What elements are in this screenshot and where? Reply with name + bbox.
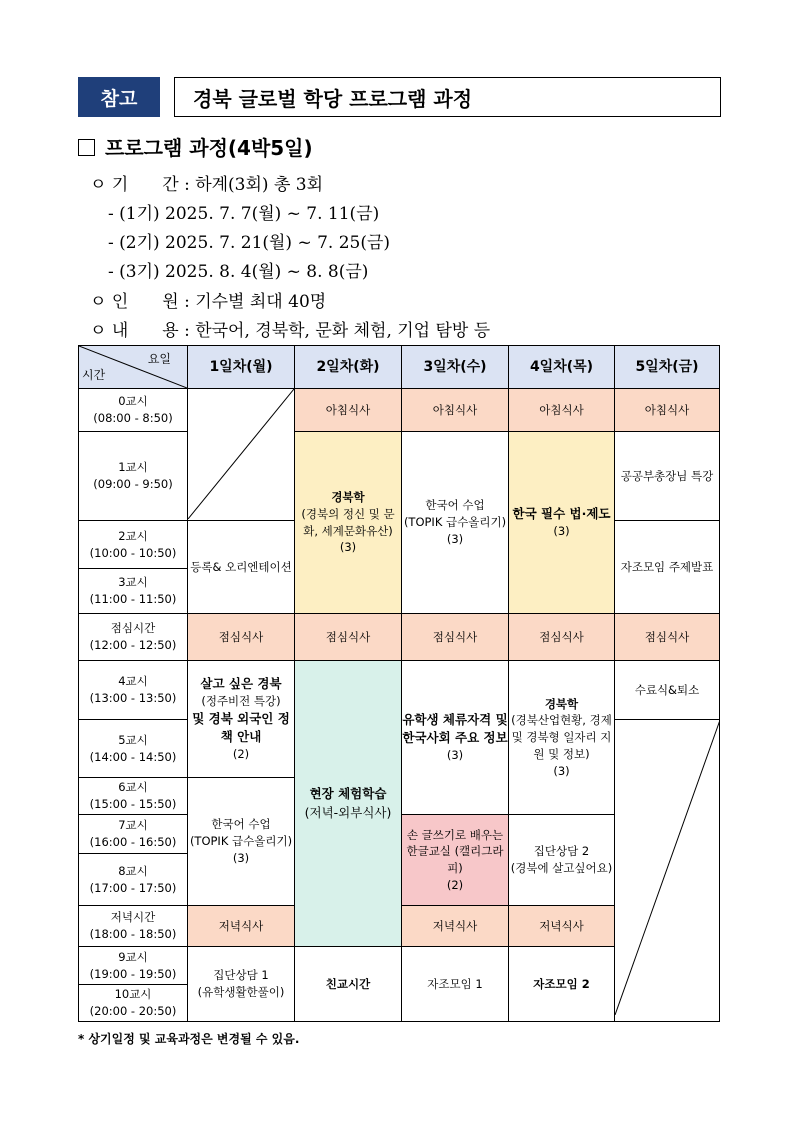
period-cell: 9교시 (19:00 - 19:50) bbox=[79, 947, 188, 985]
period-cell: 2교시 (10:00 - 10:50) bbox=[79, 521, 188, 569]
section-title: 프로그램 과정(4박5일) bbox=[105, 136, 313, 160]
info-session-2: - (2기) 2025. 7. 21(월) ~ 7. 25(금) bbox=[108, 233, 391, 253]
presentation-cell: 자조모임 주제발표 bbox=[615, 521, 720, 614]
corner-time-label: 시간 bbox=[82, 367, 106, 382]
lunch-cell: 점심식사 bbox=[509, 614, 615, 661]
group-counsel-2-cell: 집단상담 2 (경북에 살고싶어요) bbox=[509, 815, 615, 906]
lunch-cell: 점심식사 bbox=[402, 614, 509, 661]
visa-info-cell: 유학생 체류자격 및 한국사회 주요 정보 (3) bbox=[402, 661, 509, 815]
dinner-cell: 저녁식사 bbox=[188, 906, 295, 947]
info-session-3: - (3기) 2025. 8. 4(월) ~ 8. 8(금) bbox=[108, 262, 369, 282]
calligraphy-cell: 손 글쓰기로 배우는 한글교실 (캘리그라피) (2) bbox=[402, 815, 509, 906]
reference-badge: 참고 bbox=[78, 77, 160, 117]
period-cell: 8교시 (17:00 - 17:50) bbox=[79, 854, 188, 906]
period-cell: 점심시간 (12:00 - 12:50) bbox=[79, 614, 188, 661]
group-counsel-1-cell: 집단상담 1 (유학생활한풀이) bbox=[188, 947, 295, 1022]
breakfast-cell: 아침식사 bbox=[295, 389, 402, 432]
social-time-cell: 친교시간 bbox=[295, 947, 402, 1022]
korean-class-cell: 한국어 수업 (TOPIK 급수올리기) (3) bbox=[402, 432, 509, 614]
empty-slot-diagonal bbox=[188, 389, 294, 519]
schedule-table bbox=[78, 345, 720, 1022]
info-personnel: ㅇ 인 원 : 기수별 최대 40명 bbox=[90, 292, 327, 312]
period-cell: 5교시 (14:00 - 14:50) bbox=[79, 720, 188, 778]
info-session-1: - (1기) 2025. 7. 7(월) ~ 7. 11(금) bbox=[108, 204, 380, 224]
dinner-cell: 저녁식사 bbox=[402, 906, 509, 947]
checkbox-square-icon bbox=[78, 139, 95, 156]
lecture-cell: 공공부총장님 특강 bbox=[615, 432, 720, 521]
empty-slot-cell bbox=[615, 720, 720, 1022]
field-trip-cell: 현장 체험학습 (저녁-외부식사) bbox=[295, 661, 402, 947]
day-header-5: 5일차(금) bbox=[615, 346, 720, 389]
lunch-cell: 점심식사 bbox=[188, 614, 295, 661]
period-cell: 7교시 (16:00 - 16:50) bbox=[79, 815, 188, 854]
day-header-4: 4일차(목) bbox=[509, 346, 615, 389]
korean-law-cell: 한국 필수 법·제도 (3) bbox=[509, 432, 615, 614]
self-help-2-cell: 자조모임 2 bbox=[509, 947, 615, 1022]
corner-day-label: 요일 bbox=[147, 352, 171, 366]
period-cell: 4교시 (13:00 - 13:50) bbox=[79, 661, 188, 720]
breakfast-cell: 아침식사 bbox=[615, 389, 720, 432]
gyeongbuk-policy-cell: 살고 싶은 경북 (정주비전 특강) 및 경북 외국인 정책 안내 (2) bbox=[188, 661, 295, 778]
info-content: ㅇ 내 용 : 한국어, 경북학, 문화 체험, 기업 탐방 등 bbox=[90, 321, 491, 341]
dinner-cell: 저녁식사 bbox=[509, 906, 615, 947]
empty-slot-cell bbox=[188, 389, 295, 521]
breakfast-cell: 아침식사 bbox=[509, 389, 615, 432]
day-header-2: 2일차(화) bbox=[295, 346, 402, 389]
gyeongbuk-industry-cell: 경북학 (경북산업현황, 경제 및 경북형 일자리 지원 및 정보) (3) bbox=[509, 661, 615, 815]
day-header-3: 3일차(수) bbox=[402, 346, 509, 389]
section-heading bbox=[78, 132, 313, 161]
graduation-cell: 수료식&퇴소 bbox=[615, 661, 720, 720]
info-period: ㅇ 기 간 : 하계(3회) 총 3회 bbox=[90, 175, 324, 195]
lunch-cell: 점심식사 bbox=[295, 614, 402, 661]
empty-slot-diagonal bbox=[615, 720, 720, 1015]
lunch-cell: 점심식사 bbox=[615, 614, 720, 661]
day-header-1: 1일차(월) bbox=[188, 346, 295, 389]
period-cell: 1교시 (09:00 - 9:50) bbox=[79, 432, 188, 521]
orientation-cell: 등록& 오리엔테이션 bbox=[188, 521, 295, 614]
breakfast-cell: 아침식사 bbox=[402, 389, 509, 432]
period-cell: 3교시 (11:00 - 11:50) bbox=[79, 569, 188, 614]
corner-header-cell bbox=[79, 346, 188, 389]
period-cell: 6교시 (15:00 - 15:50) bbox=[79, 778, 188, 815]
period-cell: 10교시 (20:00 - 20:50) bbox=[79, 985, 188, 1022]
gyeongbuk-studies-cell: 경북학 (경북의 정신 및 문화, 세계문화유산) (3) bbox=[295, 432, 402, 614]
period-cell: 0교시 (08:00 - 8:50) bbox=[79, 389, 188, 432]
period-cell: 저녁시간 (18:00 - 18:50) bbox=[79, 906, 188, 947]
footnote: * 상기일정 및 교육과정은 변경될 수 있음. bbox=[78, 1032, 300, 1046]
korean-class-cell: 한국어 수업 (TOPIK 급수올리기) (3) bbox=[188, 778, 295, 906]
self-help-1-cell: 자조모임 1 bbox=[402, 947, 509, 1022]
page-title: 경북 글로벌 학당 프로그램 과정 bbox=[174, 77, 721, 117]
